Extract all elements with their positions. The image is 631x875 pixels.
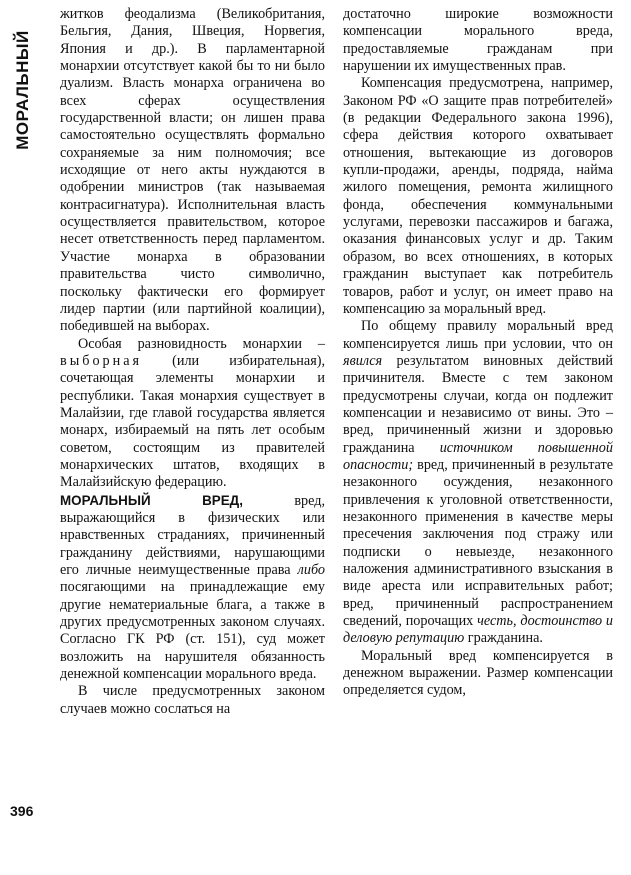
general-rule-italic-1: явился xyxy=(343,352,383,369)
paragraph-monarchy-elective xyxy=(60,336,325,492)
general-rule-b: результатом виновных действий причинителя. Вместе с тем законом предусмотрены случаи, когда он подлежит компенсации и независимо от вины. Это – вред, причиненный жизни и здоровью гражданина xyxy=(343,352,613,456)
general-rule-c: вред, причиненный в результате незаконного осуждения, незаконного привлечения к уголовной ответственности, незаконного применения в качестве меры пресечения заключения под стражу или подписки о невыезде, незаконного наложения административного взыскания в виде ареста или исправительных работ; вред, причиненный распространением сведений, порочащих xyxy=(343,456,613,630)
elective-term: выборная xyxy=(60,352,143,369)
entry-definition-part2: посягающими на принадлежащие ему другие нематериальные блага, а также в других предусмотренных законом случаях. Согласно ГК РФ (ст. 151), суд может возложить на нарушителя обязанность денежной компенсации морального вреда. xyxy=(60,579,325,683)
paragraph-compensation-options: достаточно широкие возможности компенсации морального вреда, предоставляемые гражданам при нарушении их имущественных прав. xyxy=(343,6,613,75)
general-rule-italic-2: источником повышенной опасности; xyxy=(343,439,613,473)
general-rule-italic-3: честь, достоинство и деловую репутацию xyxy=(343,613,613,647)
elective-intro: Особая разновидность монархии – xyxy=(78,335,325,352)
page-number: 396 xyxy=(10,803,34,819)
running-head-text: МОРАЛЬНЫЙ xyxy=(13,30,32,150)
paragraph-monetary-compensation: Моральный вред компенсируется в денежном выражении. Размер компенсации определяется судом, xyxy=(343,647,613,699)
entry-definition-part1: вред, выражающийся в физических или нравственных страданиях, причиненный гражданину действиями, нарушающими его личные неимущественные права xyxy=(60,492,325,578)
left-column xyxy=(60,6,325,718)
general-rule-d: гражданина. xyxy=(467,630,543,647)
general-rule-a: По общему правилу моральный вред компенсируется лишь при условии, что он xyxy=(343,318,613,352)
elective-rest: (или избирательная), сочетающая элементы монархии и республики. Такая монархия существует в Малайзии, где главой государства является монарх, избираемый на пять лет особым советом, состоящим из правителей монархических штатов, входящих в Малайзийскую федерацию. xyxy=(60,352,325,491)
paragraph-monarchy-parliamentary: житков феодализма (Великобритания, Бельгия, Дания, Швеция, Норвегия, Япония и др.). В парламентарной монархии отсутствует какой бы то ни было дуализм. Власть монарха ограничена во всех сферах осуществления государственной власти; он лишен права самостоятельно осуществлять формально сохраняемые за ним полномочия; все исходящие от него акты нуждаются в одобрении министров (так называемая контрасигнатура). Исполнительная власть осуществляется правительством, которое несет ответственность перед парламентом. Участие монарха в образовании правительства чисто символично, поскольку фактически его формирует лидер партии (или партийной коалиции), победившей на выборах. xyxy=(60,6,325,335)
right-column xyxy=(343,6,613,700)
paragraph-statutory-cases: В числе предусмотренных законом случаев можно сослаться на xyxy=(60,683,325,717)
running-head xyxy=(8,10,38,170)
entry-moral-harm xyxy=(60,492,325,684)
paragraph-general-rule xyxy=(343,318,613,648)
entry-definition-or: либо xyxy=(297,562,325,578)
paragraph-consumer-law: Компенсация предусмотрена, например, Законом РФ «О защите прав потребителей» (в редакции Федерального закона 1996), сфера действия которого охватывает отношения, вытекающие из договоров купли-продажи, аренды, подряда, найма жилого помещения, ремонта жилищного фонда, обеспечения коммунальными услугами, перевозки пассажиров и багажа, оказания финансовых услуг и др. Таким образом, во всех отношениях, в которых гражданин выступает как потребитель товаров, работ и услуг, он имеет право на компенсацию за моральный вред. xyxy=(343,75,613,317)
entry-headword: МОРАЛЬНЫЙ ВРЕД, xyxy=(60,492,243,508)
